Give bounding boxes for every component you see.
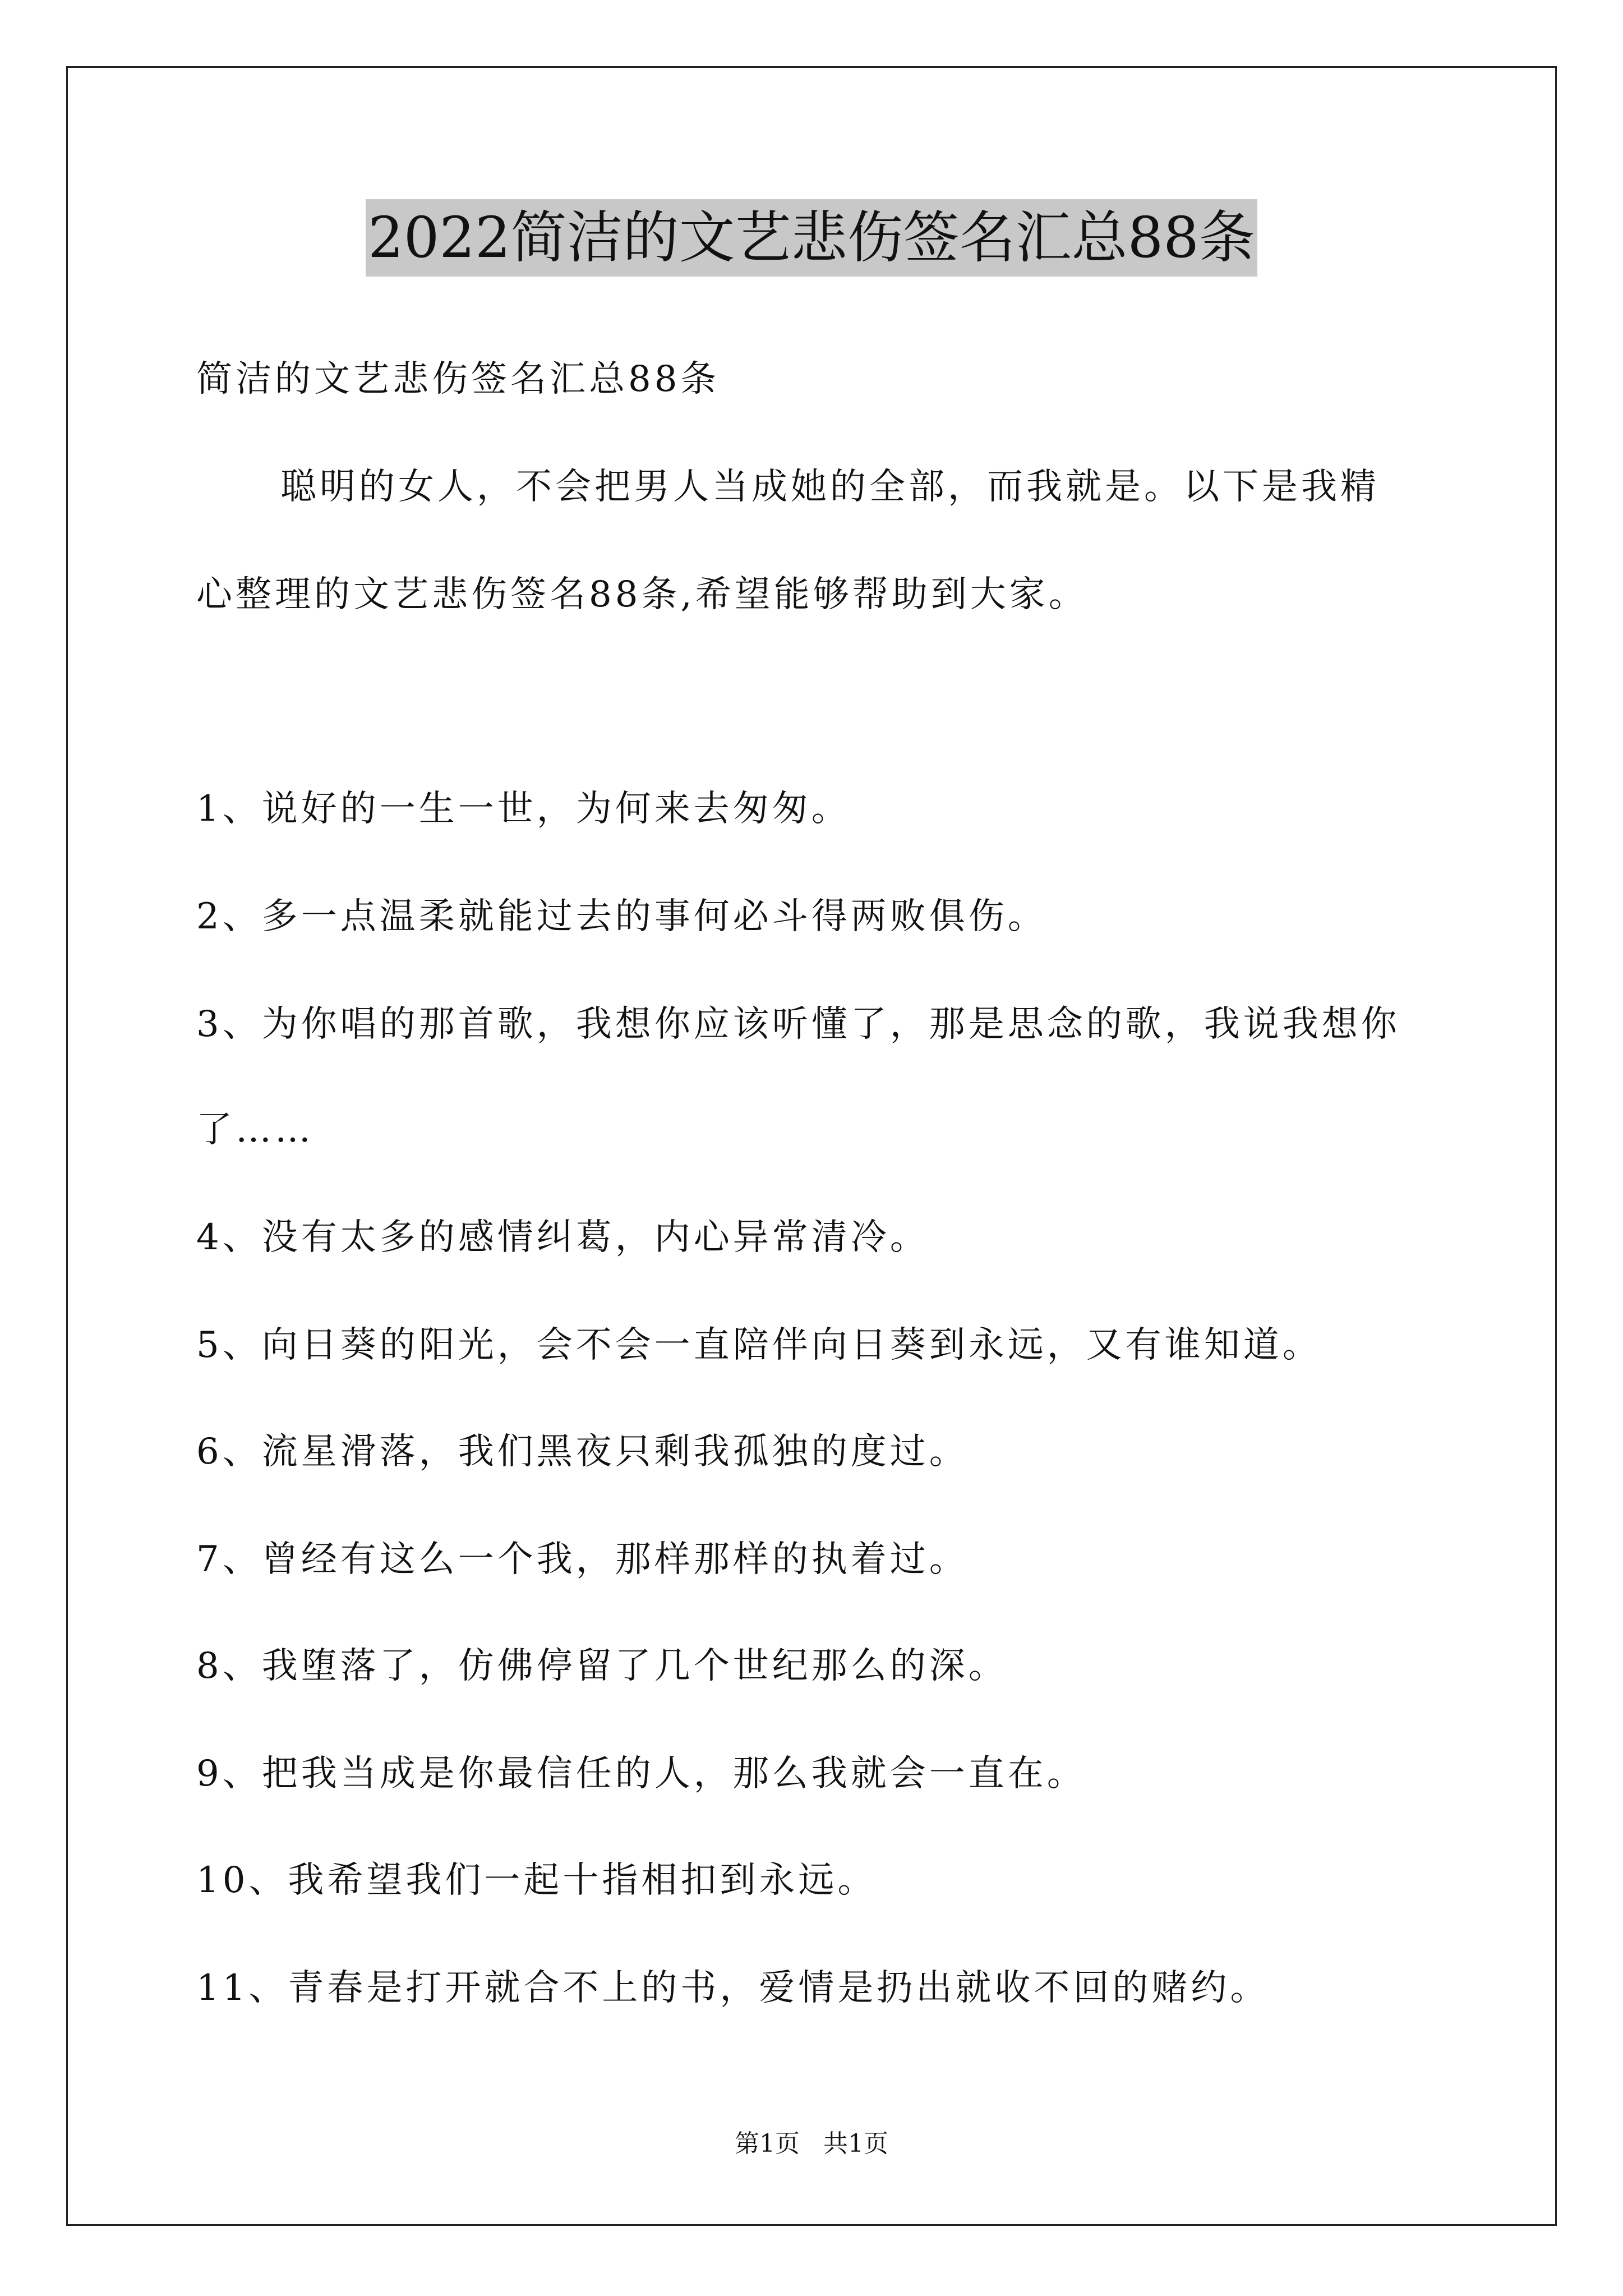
title-container [0, 199, 1623, 277]
intro-paragraph-line-2: 心整理的文艺悲伤签名88条,希望能够帮助到大家。 [196, 574, 1088, 615]
list-item-continuation: 了…… [196, 1109, 314, 1151]
page-footer: 第1页 共1页 [735, 2129, 888, 2158]
intro-paragraph-line-1: 聪明的女人，不会把男人当成她的全部，而我就是。以下是我精 [280, 466, 1380, 508]
list-item: 2、多一点温柔就能过去的事何必斗得两败俱伤。 [196, 896, 1047, 937]
list-item: 4、没有太多的感情纠葛，内心异常清冷。 [196, 1217, 929, 1258]
subtitle: 简洁的文艺悲伤签名汇总88条 [196, 358, 720, 400]
list-item: 3、为你唱的那首歌，我想你应该听懂了，那是思念的歌，我说我想你 [196, 1004, 1400, 1045]
list-item: 10、我希望我们一起十指相扣到永远。 [196, 1860, 877, 1901]
list-item: 5、向日葵的阳光，会不会一直陪伴向日葵到永远，又有谁知道。 [196, 1324, 1322, 1366]
document-title: 2022简洁的文艺悲伤签名汇总88条 [366, 199, 1257, 277]
list-item: 6、流星滑落，我们黑夜只剩我孤独的度过。 [196, 1431, 969, 1473]
list-item: 7、曾经有这么一个我，那样那样的执着过。 [196, 1539, 969, 1580]
list-item: 9、把我当成是你最信任的人，那么我就会一直在。 [196, 1753, 1086, 1795]
list-item: 8、我堕落了，仿佛停留了几个世纪那么的深。 [196, 1645, 1008, 1687]
list-item: 1、说好的一生一世，为何来去匆匆。 [196, 788, 851, 830]
list-item: 11、青春是打开就合不上的书，爱情是扔出就收不回的赌约。 [196, 1967, 1270, 2009]
